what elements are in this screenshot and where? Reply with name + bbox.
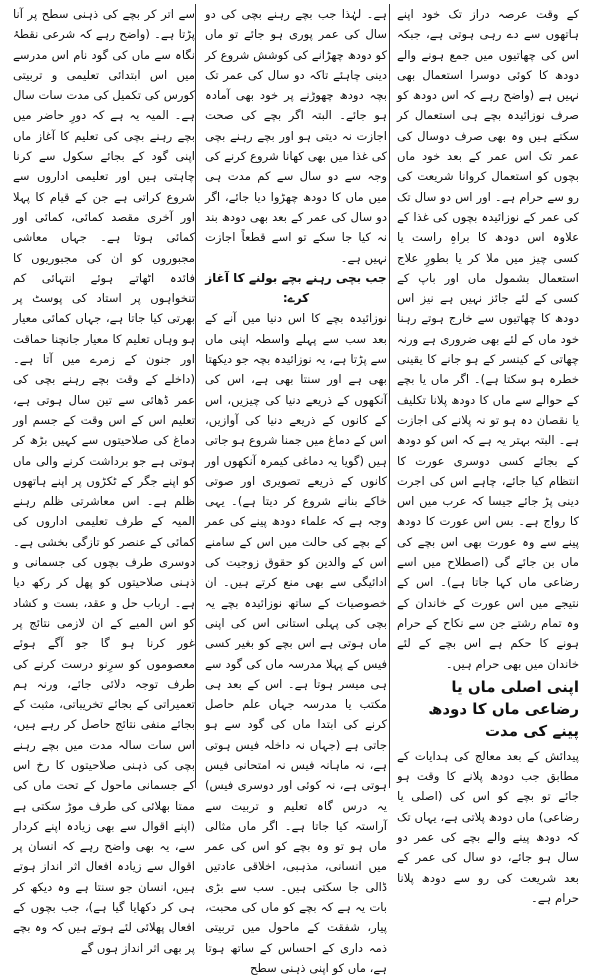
column-divider [195, 4, 196, 788]
paragraph: نوزائیدہ بچے کا اس دنیا میں آنے کے بعد سب سے پہلے واسطہ اپنی ماں سے پڑتا ہے، یہ نوزائیدہ بچہ جو دیکھتا بھی ہے اور سنتا بھی ہے، اس کی آنکھوں کے ذریعے دنیا کی چیزیں، اس کے کانوں کے ذریعے دنیا کی آوازیں، اس کے دماغ میں جمنا شروع ہو جاتی ہیں (گویا یہ دماغی کیمرہ آنکھوں اور کانوں کے ذریعے تصویری اور صوتی خاکے بنانے شروع کر دیتا ہے)۔ یہی وجہ ہے کہ علماء دودھ پینے کی عمر کے بچے کی حالت میں اس کے سامنے اس کے والدین کو حقوق زوجیت کی ادائیگی سے بھی منع کرتے ہیں۔ ان خصوصیات کے ساتھ نوزائیدہ بچے یہ بچی کی پہلی استانی اس کی اپنی ماں ہوتی ہے اس بچے کو بغیر کسی فیس کے پہلا مدرسہ ماں کی گود سے ہی میسر ہوتا ہے۔ اس کے بعد ہی مکتب یا مدرسہ جہاں علم حاصل کرنے کی ابتدا ماں کی گود سے ہو جاتی ہے (جہاں نہ داخلہ فیس ہوتی ہے، نہ ماہانہ فیس نہ امتحانی فیس ہوتی ہے، نہ کوئی اور دوسری فیس) یہ درس گاہ تعلیم و تربیت سے آراستہ کیا جاتا ہے۔ اگر ماں مثالی ماں ہو تو وہ بچے کو اس کی عمر میں انسانی، مذہبی، اخلاقی عادتیں ڈالی جا سکتی ہیں۔ سب سے بڑی بات یہ ہے کہ بچے کو ماں کی محبت، پیار، شفقت کے ماحول میں تربیتی ذمہ داری کے احساس کے ساتھ ہوتا ہے، ماں کو اپنی ذہنی سطح [205, 311, 387, 975]
paragraph: پیدائش کے بعد معالج کی ہدایات کے مطابق جب دودھ پلانے کا وقت ہو جائے تو بچے کو اس کی (اصلی یا رضاعی) ماں دودھ پلاتی ہے، یہاں تک کہ دودھ پینے والے بچے کی عمر دو سال ہو جائے، دو سال کی عمر کے بعد شریعت کی رو سے دودھ پلانا حرام ہے۔ [397, 748, 579, 905]
column-middle [200, 4, 392, 975]
column-divider [389, 4, 390, 788]
column-left [8, 4, 200, 955]
sub-heading: جب بچی رہنے بچے بولنے کا آغاز کرے: [205, 270, 387, 306]
section-heading: اپنی اصلی ماں یا رضاعی ماں کا دودھ پینے کی مدت [428, 677, 579, 740]
paragraph: کے وقت عرصہ دراز تک خود اپنے ہاتھوں سے دے رہی ہوتی ہے، جبکہ اس کی چھاتیوں میں جمع ہونے والے دودھ کا کوئی دوسرا استعمال بھی نہیں ہے (واضح رہے کہ اس دودھ کو صرف نوزائیدہ بچے ہی استعمال کر سکتے ہیں وہ بھی صرف دوسال کی عمر تک اس عمر کے بعد خود ماں بچوں کو استعمال کروانا شریعت کی رو سے حرام ہے۔ اور اس دو سال تک کی عمر کے نوزائیدہ بچوں کی غذا کے علاوہ اس دودھ کا براہِ راست یا کسی چیز میں ملا کر یا بطورِ علاج استعمال بشمول ماں اور باپ کے کسی کے لئے جائز نہیں ہے نیز اس دودھ کا چھاتیوں سے خارج ہوتے رہنا خود ماں کے لئے بھی ضروری ہے ورنہ چھاتی کے کینسر کے ہو جانے کا یقینی خطرہ ہو سکتا ہے)۔ اگر ماں یا بچے کے حوالے سے ماں کا دودھ پلانا تکلیف یا نقصان دہ ہو تو نہ پلانے کی اجازت ہے۔ البتہ بہتر یہ ہے کہ اس کو دودھ کے بجائے کسی دوسری عورت کا انتظام کیا جائے، چاہے اس کی اجرت دینی پڑ جائے جیسا کہ عرب میں اس کا رواج ہے۔ بس اس عورت کا دودھ پینے سے وہ عورت بھی اس بچے کی ماں بن جائے گی (اصطلاح میں اسے رضاعی ماں کہا جاتا ہے)۔ اس کے نتیجے میں اس عورت کے خاندان کے وہ تمام رشتے جن سے نکاح کے حرام ہونے کا حکم ہے اس بچے کے لئے خاندان میں بھی حرام ہیں۔ [397, 7, 579, 671]
paragraph: ہے۔ لہٰذا جب بچے رہنے بچی کی دو سال کی عمر پوری ہو جائے تو ماں کو دودھ چھڑانے کی کوشش شروع کر دینی چاہئے تاکہ دو سال کی عمر تک بچہ دودھ چھوڑنے پر خود بھی آمادہ ہو جائے۔ البتہ اگر بچے کی صحت اجازت نہ دیتی ہو اور بچے رہنے بچی کی غذا میں بھی کھانا شروع کرنے کی وجہ سے دو سال سے کم مدت ہی میں ماں کا دودھ چھڑوا دیا جائے، اگر دو سال کی عمر کے بعد بھی دودھ بند نہ کیا جا سکے تو اسے قطعاً اجازت نہیں ہے۔ [205, 7, 387, 265]
paragraph: سے اتر کر بچے کی ذہنی سطح پر آنا پڑتا ہے۔ (واضح رہے کہ شرعی نقطۂ نگاہ سے ماں کی گود نام اس مدرسے میں اس ابتدائی تعلیمی و تربیتی کورس کی تکمیل کی مدت سات سال ہے۔ المیہ یہ ہے کہ دورِ حاضر میں بچے رہنے بچی کی تعلیم کا آغاز ماں اپنی گود کے بجائے سکول سے کرنا چاہتی ہیں اور تعلیمی اداروں سے شروع کراتی ہے جن کے قیام کا پہلا اور آخری مقصد کمائی، کمائی اور کمائی ہوتا ہے۔ جہاں معاشی مجبوروں کو ان کی مجبوریوں کا فائدہ اٹھاتے ہوئے انتہائی کم تنخواہوں پر استاد کی پوسٹ پر بھرتی کیا جاتا ہے، جہاں کمائی معیار ہو وہاں تعلیم کا معیار جانچنا حماقت اور جنون کے زمرے میں آتا ہے۔ (داخلے کے وقت بچے رہنے بچی کی عمر ڈھائی سے تین سال ہوتی ہے، تعلیم اس کے اس وقت کے جسم اور دماغ کی صلاحیتوں سے کہیں بڑھ کر ہوتی ہے جو برداشت کرنے والی ماں کو اپنے جگر کے ٹکڑوں پر اپنے ہاتھوں ظلم ہے۔ اس معاشرتی ظلم رہنے المیہ کے طرف تعلیمی اداروں کی کمائی کے عنصر کو تازگی بخشی ہے۔ دوسری طرف بچوں کی جسمانی و ذہنی صلاحیتوں کو پھل کر رکھ دیا ہے۔ ارباب حل و عقد، بست و کشاد کو اس المیے کے ان لازمی نتائج پر غور کرنا ہو گا جو آگے ہوئے معصوموں کو سرِنو درست کرنے کی طرف توجہ دلائی جائے، ورنہ ہم تعمیراتی کے بجائے تخریباتی، مثبت کے بجائے منفی نتائج حاصل کر رہے ہیں، اس سات سالہ مدت میں بچے رہنے بچی کی ذہنی صلاحیتوں کا رخ اس کے جسمانی ماحول کے تحت ماں کی ممتا بھلائی کی طرف موڑ سکتی ہے (اپنے اقوال سے بھی زیادہ اپنے کردار سے، یہ بھی واضح رہے کہ انسان پر اقوال سے زیادہ افعال اثر انداز ہوتے ہیں، انسان جو سنتا ہے وہ دیکھ کر ہی کر دکھایا گیا ہے)، جب بچوں کے افعال پھلائی لئے ہوتے ہیں کہ وہ بچے پر بھی اثر انداز ہوں گے [13, 7, 195, 955]
column-right [392, 4, 584, 905]
